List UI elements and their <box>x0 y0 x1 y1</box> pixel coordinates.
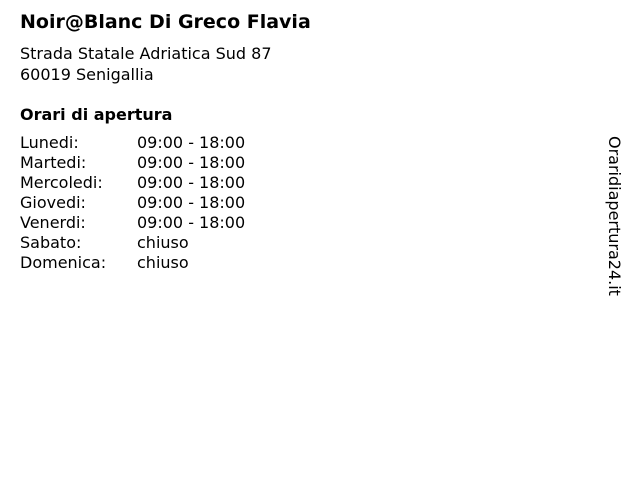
business-name: Noir@Blanc Di Greco Flavia <box>20 11 311 33</box>
day-label: Sabato: <box>20 233 82 252</box>
day-hours: 09:00 - 18:00 <box>137 173 246 192</box>
day-hours: chiuso <box>137 253 189 272</box>
address-street: Strada Statale Adriatica Sud 87 <box>20 44 272 63</box>
day-hours: chiuso <box>137 233 189 252</box>
hours-row-monday <box>20 133 245 153</box>
site-watermark: Oraridiapertura24.it <box>605 136 624 296</box>
hours-row-wednesday <box>20 173 245 193</box>
day-label: Martedi: <box>20 153 87 172</box>
day-hours: 09:00 - 18:00 <box>137 213 246 232</box>
day-label: Venerdi: <box>20 213 86 232</box>
hours-row-friday <box>20 213 245 233</box>
day-hours: 09:00 - 18:00 <box>137 193 246 212</box>
hours-row-sunday <box>20 253 245 273</box>
hours-row-thursday <box>20 193 245 213</box>
business-address <box>20 43 272 85</box>
day-label: Lunedi: <box>20 133 79 152</box>
day-hours: 09:00 - 18:00 <box>137 133 246 152</box>
day-label: Mercoledi: <box>20 173 103 192</box>
opening-hours-table <box>20 133 245 273</box>
hours-row-tuesday <box>20 153 245 173</box>
day-hours: 09:00 - 18:00 <box>137 153 246 172</box>
hours-row-saturday <box>20 233 245 253</box>
day-label: Domenica: <box>20 253 107 272</box>
day-label: Giovedi: <box>20 193 86 212</box>
address-city: 60019 Senigallia <box>20 65 154 84</box>
opening-hours-heading: Orari di apertura <box>20 105 173 124</box>
